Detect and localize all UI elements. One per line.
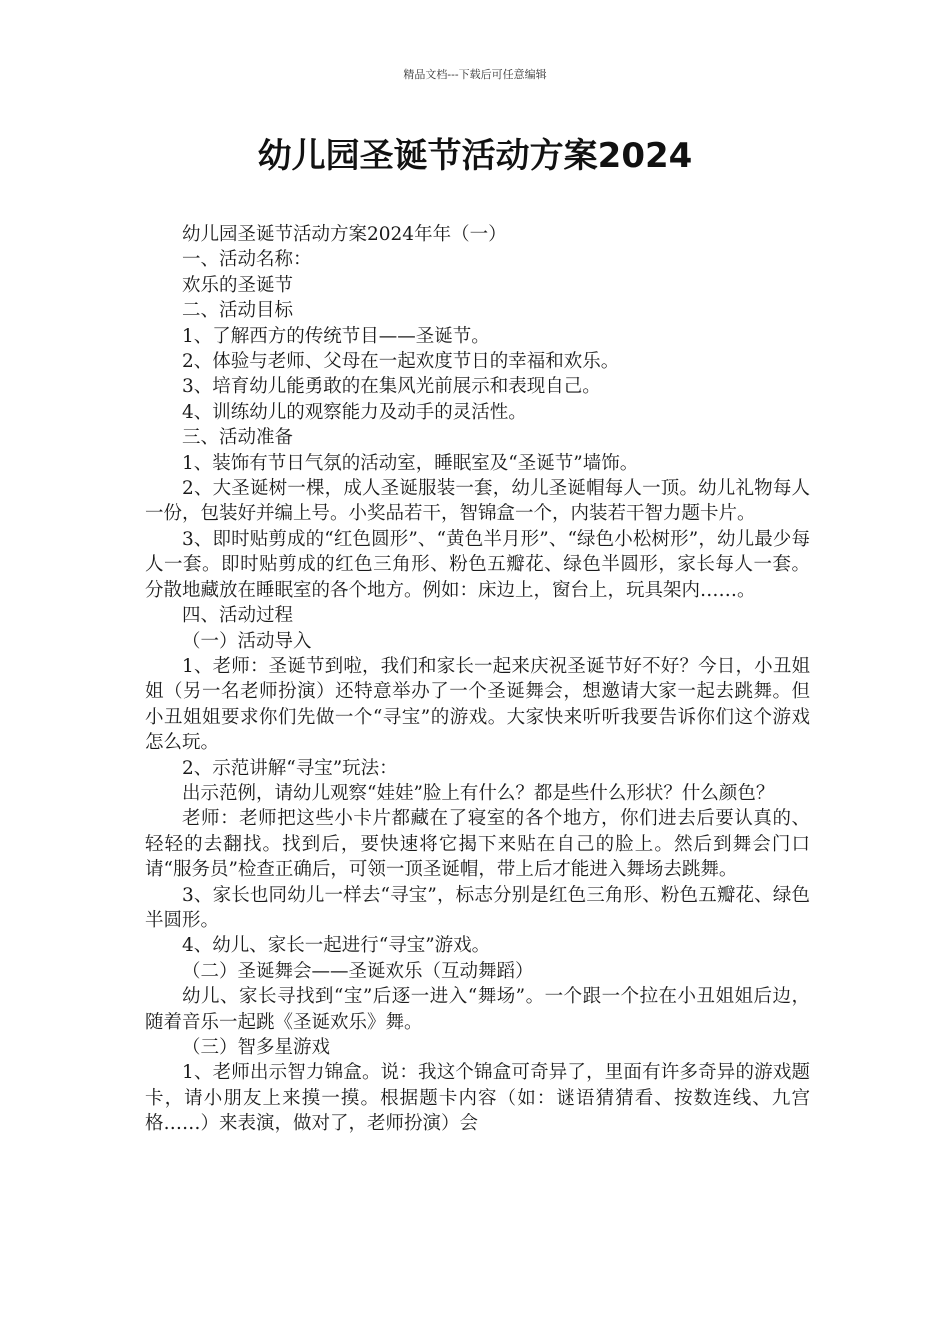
paragraph: 1、老师出示智力锦盒。说：我这个锦盒可奇异了，里面有许多奇异的游戏题卡，请小朋友上来摸一摸。根据题卡内容（如：谜语猜猜看、按数连线、九宫格……）来表演，做对了，老师扮演）会 (145, 1062, 810, 1135)
paragraph: 3、家长也同幼儿一样去“寻宝”，标志分别是红色三角形、粉色五瓣花、绿色半圆形。 (145, 884, 810, 931)
paragraph: 幼儿、家长寻找到“宝”后逐一进入“舞场”。一个跟一个拉在小丑姐姐后边，随着音乐一起跳《圣诞欢乐》舞。 (145, 986, 810, 1033)
subsection-heading: （三）智多星游戏 (182, 1037, 331, 1058)
paragraph: 1、老师：圣诞节到啦，我们和家长一起来庆祝圣诞节好不好？今日，小丑姐姐（另一名老师扮演）还特意举办了一个圣诞舞会，想邀请大家一起去跳舞。但小丑姐姐要求你们先做一个“寻宝”的游戏。大家快来听听我要告诉你们这个游戏怎么玩。 (145, 655, 810, 754)
paragraph: 4、幼儿、家长一起进行“寻宝”游戏。 (182, 935, 491, 957)
paragraph: 2、大圣诞树一棵，成人圣诞服装一套，幼儿圣诞帽每人一顶。幼儿礼物每人一份，包装好并编上号。小奖品若干，智锦盒一个，内装若干智力题卡片。 (145, 478, 810, 525)
section-heading: 一、活动名称： (182, 249, 312, 271)
paragraph: 老师：老师把这些小卡片都藏在了寝室的各个地方，你们进去后要认真的、轻轻的去翻找。找到后，要快速将它揭下来贴在自己的脸上。然后到舞会门口请“服务员”检查正确后，可领一顶圣诞帽，带上后才能进入舞场去跳舞。 (145, 808, 810, 881)
paragraph: 出示范例，请幼儿观察“娃娃”脸上有什么？都是些什么形状？什么颜色？ (182, 782, 775, 804)
paragraph: 1、了解西方的传统节目——圣诞节。 (182, 325, 490, 347)
paragraph: 幼儿园圣诞节活动方案2024年年（一） (182, 224, 507, 245)
paragraph: 4、训练幼儿的观察能力及动手的灵活性。 (182, 401, 527, 423)
paragraph: 3、即时贴剪成的“红色圆形”、“黄色半月形”、“绿色小松树形”，幼儿最少每人一套。即时贴剪成的红色三角形、粉色五瓣花、绿色半圆形，家长每人一套。分散地藏放在睡眠室的各个地方。例如：床边上，窗台上，玩具架内……。 (145, 528, 810, 601)
section-heading: 二、活动目标 (182, 300, 294, 322)
paragraph: 2、体验与老师、父母在一起欢度节日的幸福和欢乐。 (182, 351, 620, 373)
document-title: 幼儿园圣诞节活动方案2024 (257, 136, 693, 176)
paragraph: 2、示范讲解“寻宝”玩法： (182, 757, 398, 779)
section-heading: 四、活动过程 (182, 605, 294, 627)
paragraph: 3、培育幼儿能勇敢的在集风光前展示和表现自己。 (182, 376, 601, 398)
paragraph: 欢乐的圣诞节 (182, 274, 294, 296)
page-header: 精品文档---下载后可任意编辑 (403, 68, 547, 81)
document-body (145, 222, 810, 1137)
subsection-heading: （二）圣诞舞会——圣诞欢乐（互动舞蹈） (182, 960, 534, 982)
paragraph: 1、装饰有节日气氛的活动室，睡眠室及“圣诞节”墙饰。 (182, 452, 639, 474)
section-heading: 三、活动准备 (182, 427, 294, 449)
subsection-heading: （一）活动导入 (182, 630, 312, 652)
